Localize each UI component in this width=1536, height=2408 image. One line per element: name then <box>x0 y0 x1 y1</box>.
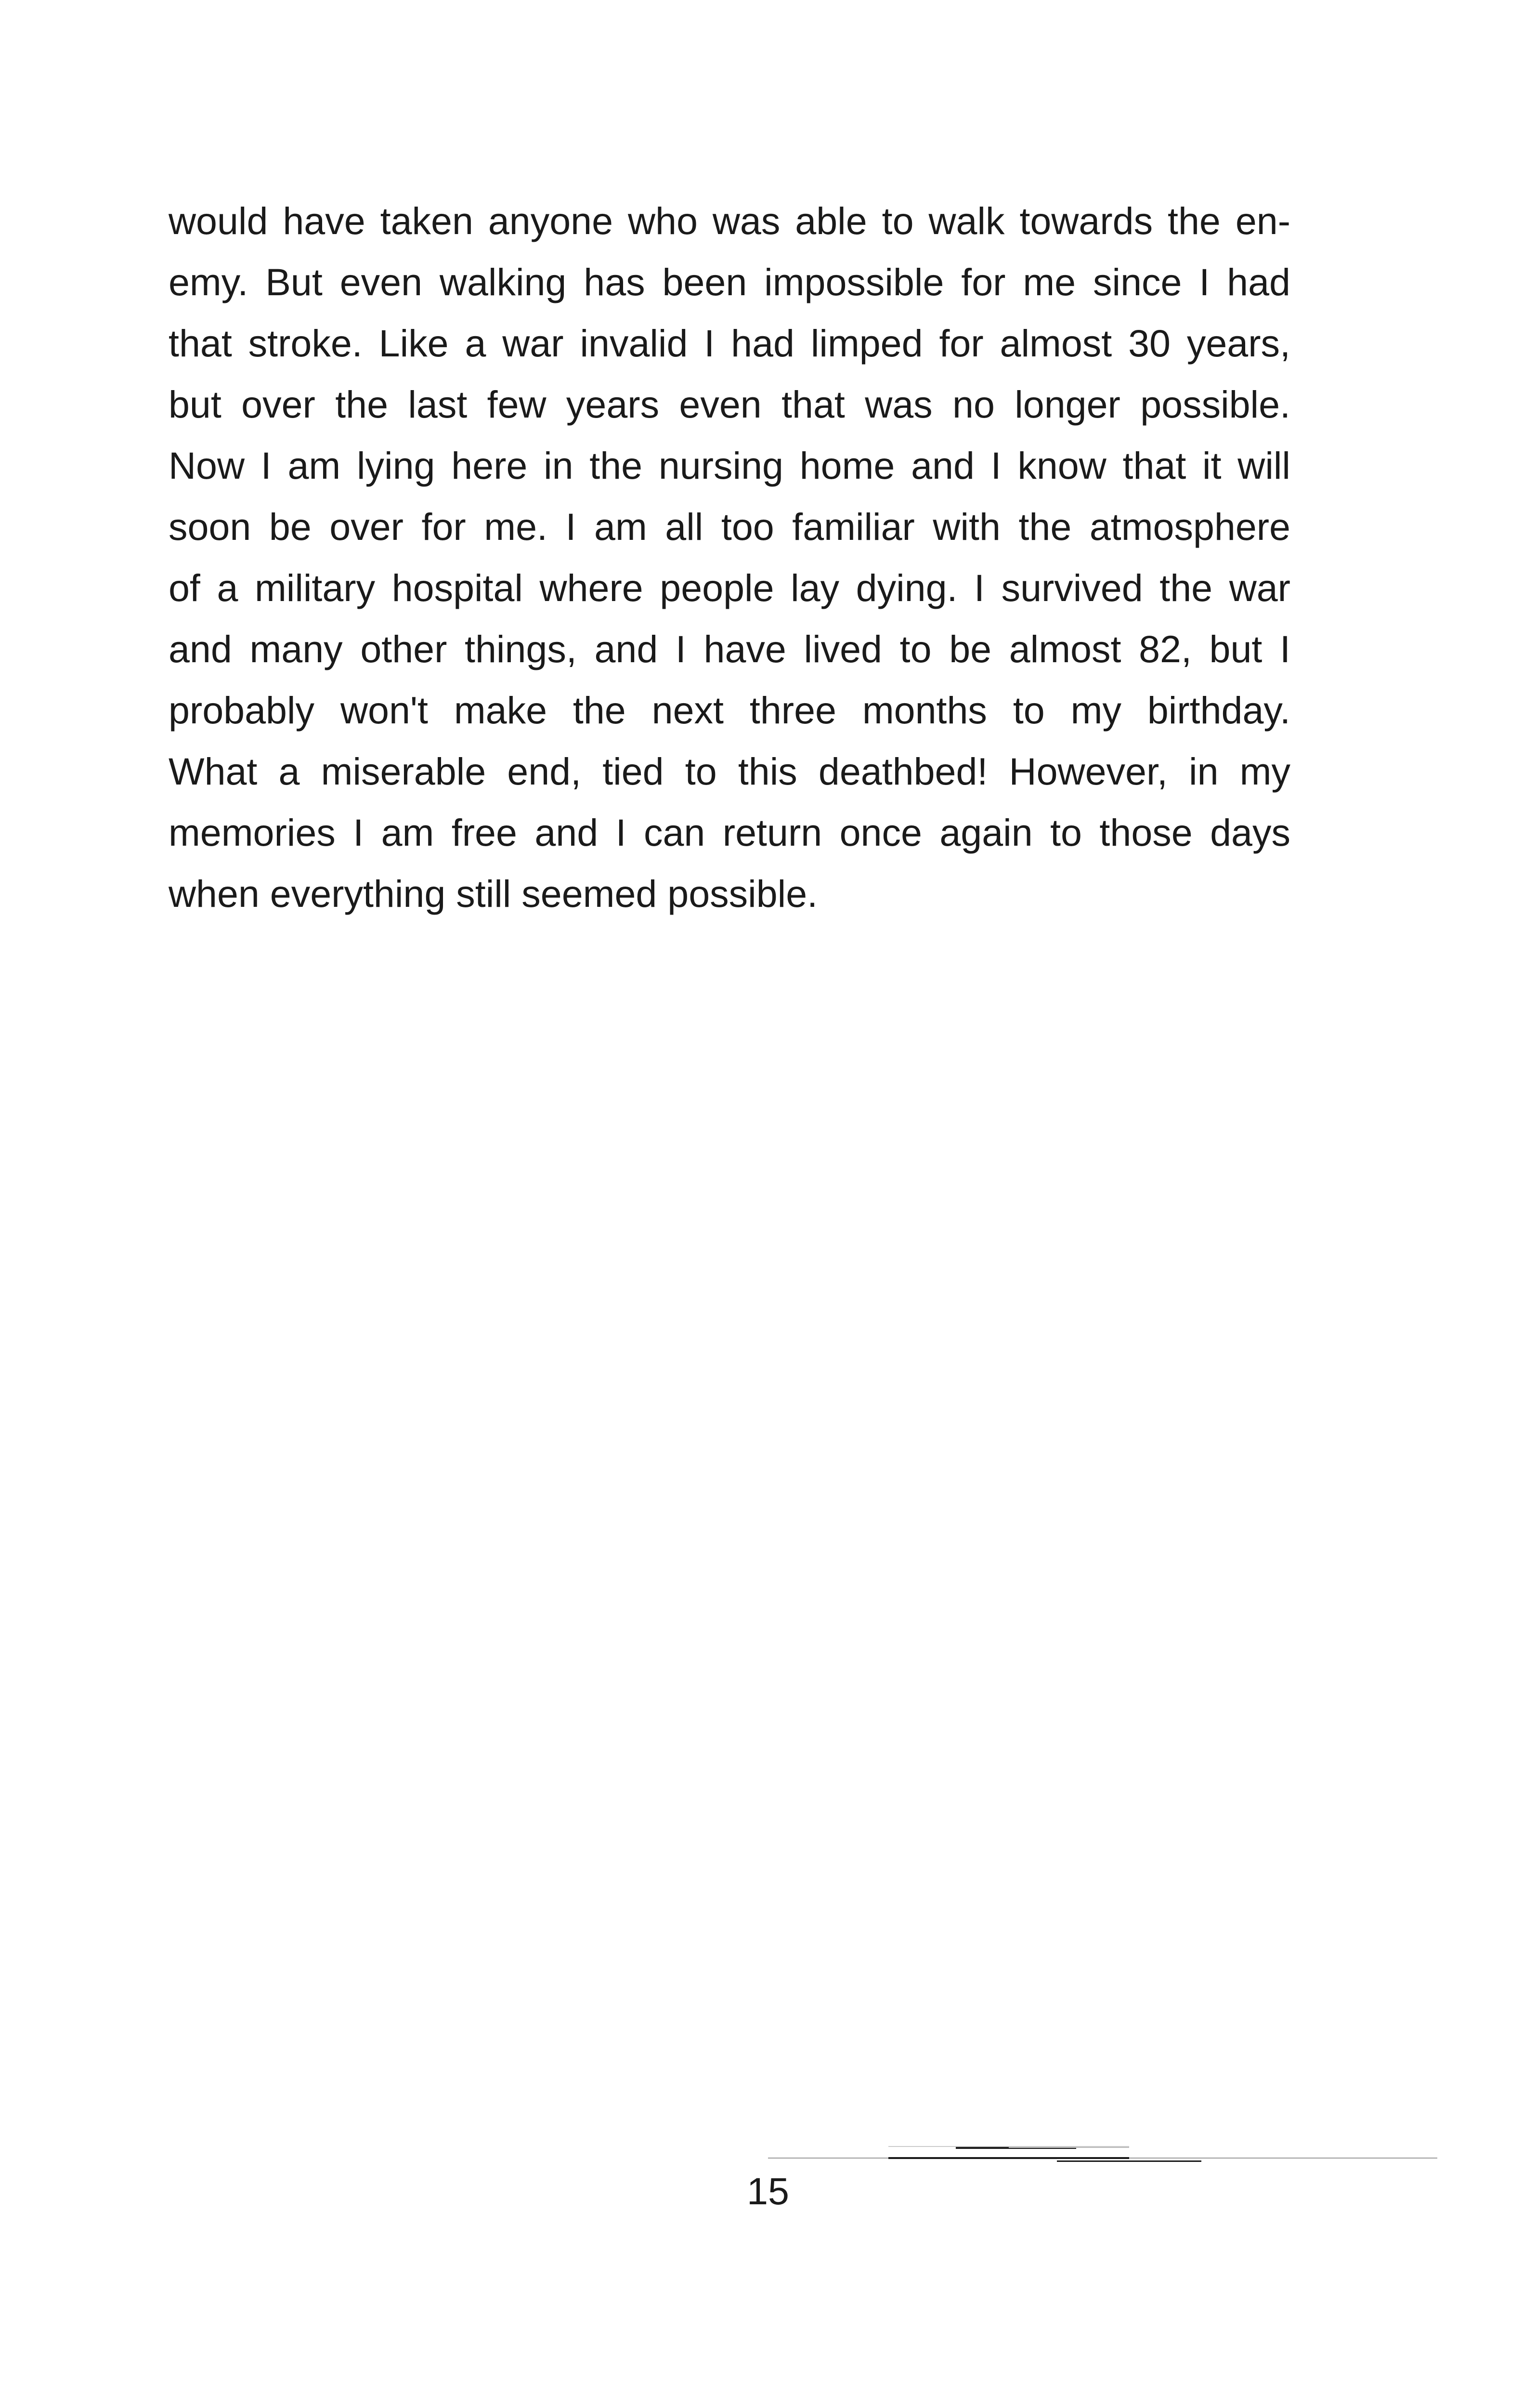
text-line: probably won't make the next three months to my birthday. <box>169 689 1290 732</box>
footer-rule-line <box>1057 2160 1201 2162</box>
footer-rule-line <box>888 2157 1129 2159</box>
text-line: but over the last few years even that was no longer possible. <box>169 383 1290 426</box>
footer-rule-line <box>1009 2147 1129 2148</box>
text-line: when everything still seemed possible. <box>169 872 818 915</box>
text-line: and many other things, and I have lived to be almost 82, but I <box>169 628 1290 670</box>
page-number: 15 <box>747 2170 789 2212</box>
text-line: soon be over for me. I am all too familiar with the atmosphere <box>169 505 1290 548</box>
text-line: emy. But even walking has been impossible for me since I had <box>169 261 1290 303</box>
text-line: memories I am free and I can return once again to those days <box>169 811 1290 854</box>
footer-rule <box>768 2146 1437 2165</box>
text-line: What a miserable end, tied to this deathbed! However, in my <box>169 750 1290 793</box>
body-paragraph <box>169 190 1290 924</box>
text-line: that stroke. Like a war invalid I had limped for almost 30 years, <box>169 322 1290 365</box>
text-line: Now I am lying here in the nursing home and I know that it will <box>169 444 1290 487</box>
text-line: would have taken anyone who was able to walk towards the en- <box>169 199 1290 242</box>
text-line: of a military hospital where people lay dying. I survived the war <box>169 566 1290 609</box>
